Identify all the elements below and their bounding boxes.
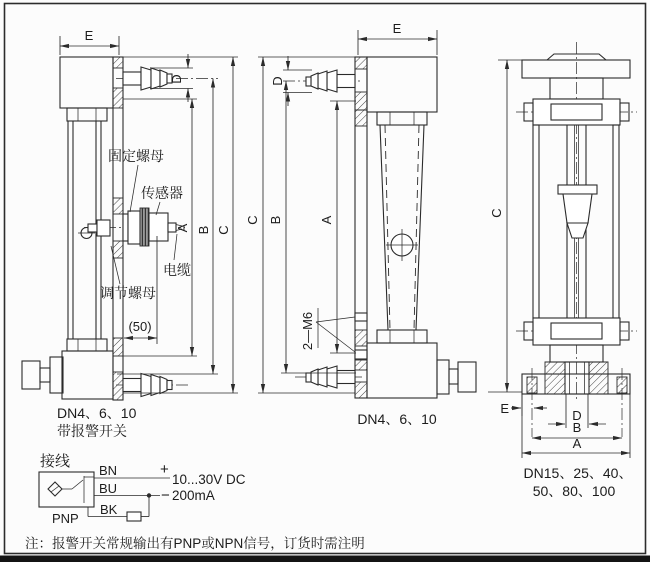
dim-label-A: A xyxy=(319,215,334,225)
dim-E-middle xyxy=(358,21,437,55)
middle-drawing xyxy=(245,21,476,427)
glass-tube xyxy=(380,125,424,330)
dim-label-C: C xyxy=(245,215,260,225)
dim-label-50: (50) xyxy=(128,319,152,334)
adjusting-nut-label: 调节螺母 xyxy=(100,285,156,301)
dim-label-E: E xyxy=(392,21,402,36)
voltage-label: 10...30V DC xyxy=(172,472,246,487)
dim-label-B: B xyxy=(572,420,582,435)
left-caption-dn: DN4、6、10 xyxy=(57,405,137,421)
bottom-barb-fitting xyxy=(295,366,362,388)
top-flange xyxy=(522,54,630,99)
minus-sign: − xyxy=(161,487,170,504)
wiring-diagram xyxy=(39,453,246,526)
leader-m6-lower xyxy=(316,322,355,352)
wire-bk-label: BK xyxy=(100,502,118,517)
left-caption-alarm: 带报警开关 xyxy=(57,423,127,439)
m6-hole-upper xyxy=(355,313,367,321)
dim-label-A: A xyxy=(175,223,190,233)
resistor-symbol xyxy=(127,512,141,521)
wire-bn-label: BN xyxy=(99,463,118,478)
right-drawing xyxy=(488,42,637,499)
top-barb-fitting xyxy=(116,67,218,90)
sensor-symbol xyxy=(48,482,62,496)
dim-label-D: D xyxy=(270,76,285,86)
left-drawing xyxy=(22,28,238,439)
dim-label-E: E xyxy=(500,401,509,416)
dim-label-C: C xyxy=(216,225,231,235)
dim-label-D: D xyxy=(169,74,184,84)
m6-hole-lower xyxy=(355,350,367,359)
wire-bu-label: BU xyxy=(99,481,118,496)
plus-sign: + xyxy=(160,461,169,478)
current-label: 200mA xyxy=(172,488,215,503)
tube-section xyxy=(533,125,619,333)
dim-C-right xyxy=(488,60,524,392)
junction-dot xyxy=(147,493,151,497)
float xyxy=(558,185,597,238)
middle-caption-dn: DN4、6、10 xyxy=(357,411,437,427)
wiring-title: 接线 xyxy=(40,453,71,470)
dim-label-C: C xyxy=(489,208,504,218)
meter-body xyxy=(355,57,437,398)
dim-label-B: B xyxy=(196,225,211,235)
footnote: 注：报警开关常规输出有PNP或NPN信号，订货时需注明 xyxy=(25,536,365,551)
leader-m6-upper xyxy=(316,317,355,322)
valve-knob xyxy=(437,360,476,394)
cable-label: 电缆 xyxy=(163,262,191,278)
dim-label-D: D xyxy=(572,408,582,423)
dim-label-E: E xyxy=(84,28,94,43)
leader-fixing-nut xyxy=(130,165,138,212)
top-barb-fitting xyxy=(283,70,362,92)
switch-contact xyxy=(62,476,94,503)
lower-connector xyxy=(516,318,637,362)
dim-E-right xyxy=(500,394,547,416)
leader-cable xyxy=(174,234,177,260)
fixing-nut-label: 固定螺母 xyxy=(108,148,164,164)
sensor-label: 传感器 xyxy=(141,185,183,201)
valve-knob xyxy=(22,357,63,393)
alarm-sensor-assembly xyxy=(84,208,185,246)
upper-connector xyxy=(516,99,637,125)
output-type-label: PNP xyxy=(52,511,79,526)
dim-A-middle xyxy=(319,101,356,353)
dim-label-2-M6: 2—M6 xyxy=(300,311,315,351)
right-caption-dn-line1: DN15、25、40、 xyxy=(523,465,633,481)
dim-label-A: A xyxy=(572,436,582,451)
dim-label-B: B xyxy=(268,215,283,225)
right-caption-dn-line2: 50、80、100 xyxy=(532,483,616,499)
dim-E-left xyxy=(60,28,119,55)
